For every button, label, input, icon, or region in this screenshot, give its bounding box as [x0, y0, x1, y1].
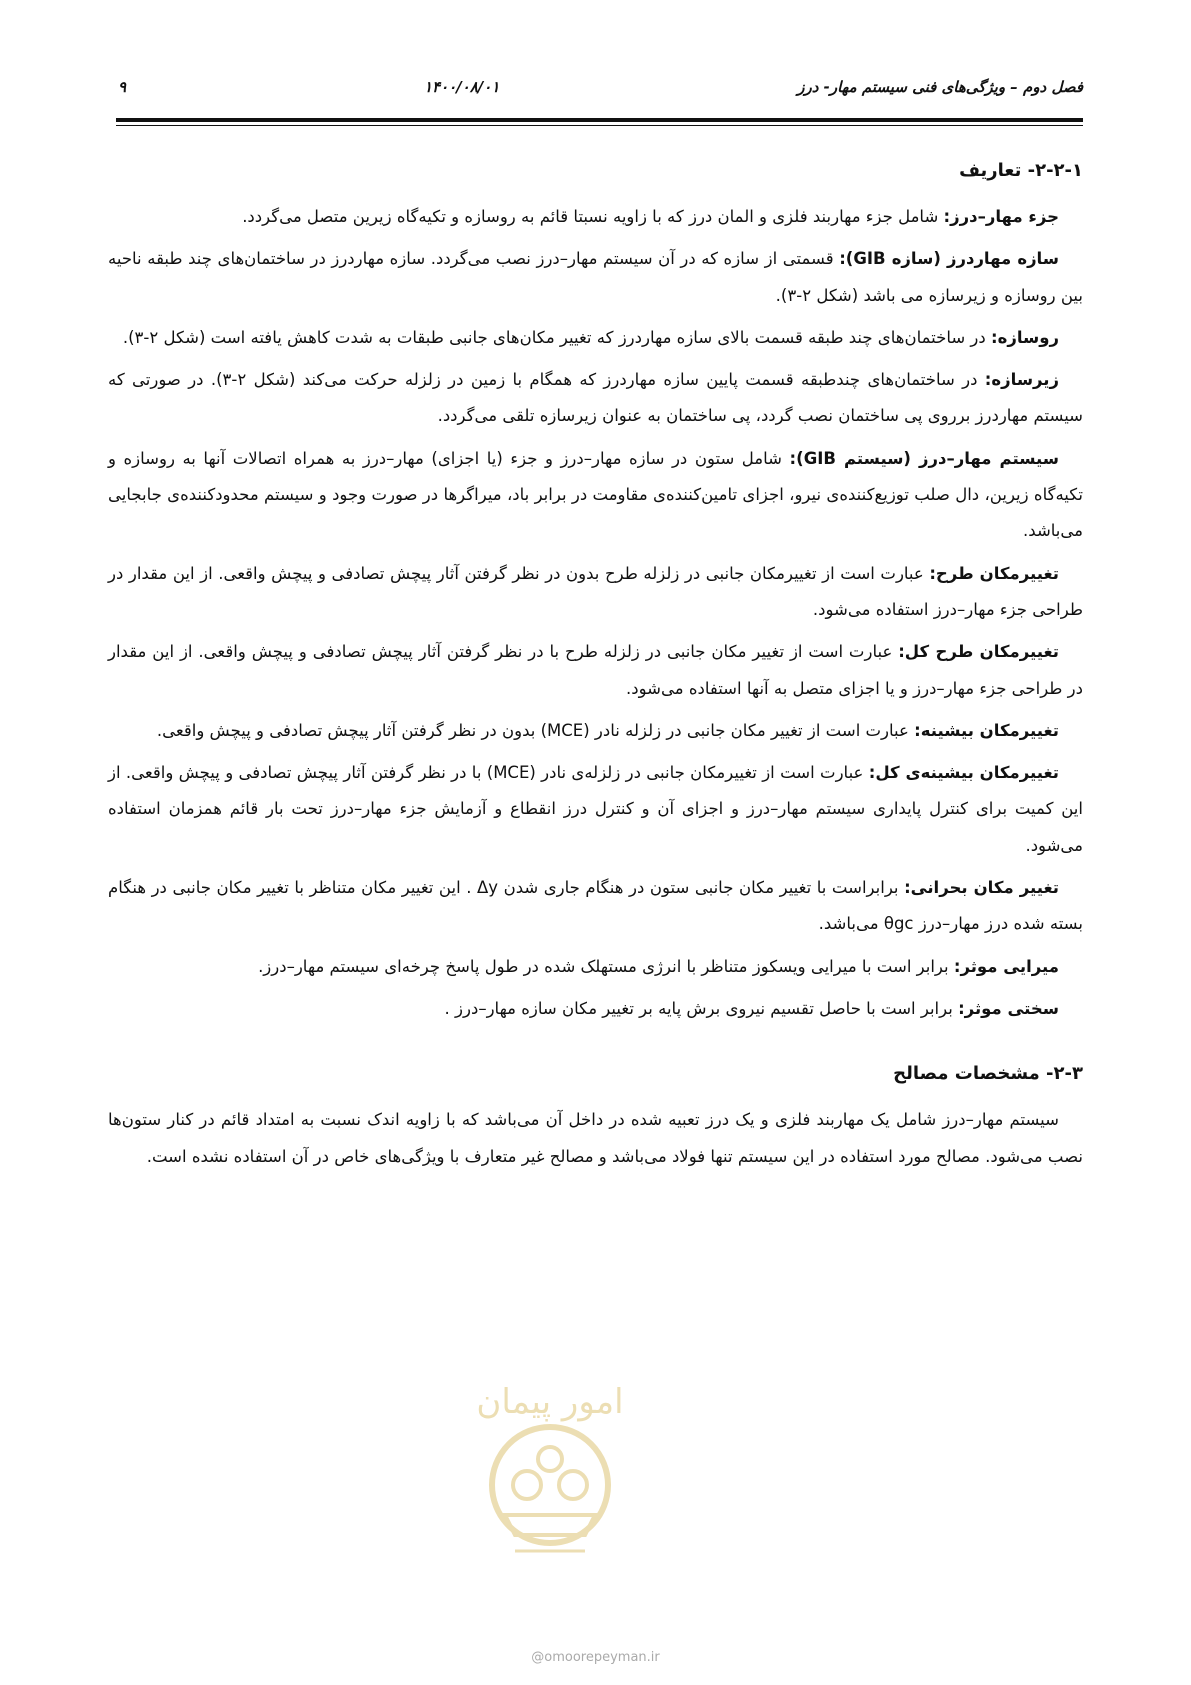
definition-term: روسازه:	[990, 327, 1059, 347]
definition-item	[108, 991, 1083, 1027]
definition-text: در ساختمان‌های چندطبقه قسمت پایین سازه مهاردرز که همگام با زمین در زلزله حرکت می‌کند (شکل ۲-۳). در صورتی که سیستم مهاردرز برروی پی ساختمان نصب گردد، پی ساختمان به عنوان زیرسازه تلقی می‌گردد.	[108, 370, 1083, 426]
definition-text: قسمتی از سازه که در آن سیستم مهار–درز نصب می‌گردد. سازه مهاردرز در ساختمان‌های چند طبقه ناحیه بین روسازه و زیرسازه می باشد (شکل ۲-۳).	[108, 249, 1083, 305]
definition-text: عبارت است از تغییر مکان جانبی در زلزله طرح با در نظر گرفتن آثار پیچش تصادفی و پیچش واقعی. از این مقدار در طراحی جزء مهار–درز و یا اجزای متصل به آنها استفاده می‌شود.	[108, 642, 1083, 698]
definition-item	[108, 320, 1083, 356]
definition-term: جزء مهار–درز:	[943, 207, 1059, 226]
definition-item	[108, 870, 1083, 943]
definition-item	[108, 362, 1083, 435]
watermark-site: @omoorepeyman.ir	[531, 1650, 660, 1665]
definition-term: تغییرمکان طرح کل:	[898, 642, 1059, 662]
definition-text: برابر است با میرایی ویسکوز متناظر با انرژی مستهلک شده در طول پاسخ چرخه‌ای سیستم مهار–درز.	[258, 956, 954, 976]
definition-term: تغییرمکان طرح:	[929, 563, 1059, 583]
header-rule-thin	[116, 125, 1083, 126]
page-header	[118, 74, 1083, 100]
definition-term: سیستم مهار–درز (سیستم GIB):	[789, 448, 1059, 468]
definition-item	[108, 441, 1083, 550]
page-content	[108, 160, 1083, 1181]
definition-item	[108, 949, 1083, 985]
definition-text: شامل جزء مهاربند فلزی و المان درز که با زاویه نسبتا قائم به روسازه و تکیه‌گاه زیرین متصل می‌گردد.	[242, 207, 944, 226]
definition-term: تغییرمکان بیشینه:	[914, 720, 1059, 740]
definition-text: برابراست با تغییر مکان جانبی ستون در هنگام جاری شدن Δy . این تغییر مکان متناظر با تغییر مکان جانبی در هنگام بسته شده درز مهار–درز θgc می‌باشد.	[108, 878, 1083, 934]
definition-item	[108, 713, 1083, 749]
definition-item	[108, 634, 1083, 707]
materials-paragraph: سیستم مهار–درز شامل یک مهاربند فلزی و یک درز تعبیه شده در داخل آن می‌باشد که با زاویه اندک نسبت به امتداد قائم در کنار ستون‌ها نصب می‌شود. مصالح مورد استفاده در این سیستم تنها فولاد می‌باشد و مصالح غیر متعارف با ویژگی‌های خاص در آن استفاده نشده است.	[108, 1110, 1083, 1166]
definition-term: زیرسازه:	[984, 370, 1059, 390]
definition-term: سازه مهاردرز (سازه GIB):	[839, 249, 1059, 269]
header-rule-thick	[116, 118, 1083, 122]
page-number: ۹	[118, 78, 127, 96]
definition-term: میرایی موثر:	[953, 956, 1059, 976]
definition-term: تغییر مکان بحرانی:	[904, 878, 1059, 898]
section-heading-materials: ۲-۳- مشخصات مصالح	[893, 1063, 1083, 1085]
definitions-list	[108, 199, 1083, 1027]
watermark-logo-text: امور پیمان	[476, 1382, 624, 1422]
definition-term: تغییرمکان بیشینه‌ی کل:	[868, 763, 1059, 783]
chapter-title: فصل دوم – ویژگی‌های فنی سیستم مهار- درز	[797, 78, 1083, 96]
definition-item	[108, 199, 1083, 235]
section-heading-definitions: ۲-۲-۱- تعاریف	[959, 160, 1083, 181]
definition-item	[108, 755, 1083, 864]
definition-text: در ساختمان‌های چند طبقه قسمت بالای سازه مهاردرز که تغییر مکان‌های جانبی طبقات به شدت کاهش یافته است (شکل ۲-۳).	[122, 327, 991, 347]
definition-text: عبارت است از تغییر مکان جانبی در زلزله نادر (MCE) بدون در نظر گرفتن آثار پیچش تصادفی و پیچش واقعی.	[156, 720, 915, 740]
definition-item	[108, 241, 1083, 314]
definition-text: عبارت است از تغییرمکان جانبی در زلزله‌ی نادر (MCE) با در نظر گرفتن آثار پیچش تصادفی و پیچش واقعی. از این کمیت برای کنترل پایداری سیستم مهار–درز و اجزای آن و کنترل درز انقطاع و آزمایش جزء مهار–درز تحت بار قائم همزمان استفاده می‌شود.	[108, 763, 1083, 855]
definition-text: شامل ستون در سازه مهار–درز و جزء (یا اجزای) مهار–درز به همراه اتصالات آنها به روسازه و تکیه‌گاه زیرین، دال صلب توزیع‌کننده‌ی نیرو، اجزای تامین‌کننده‌ی مقاومت در برابر باد، میراگرها در صورت وجود و سیستم محدودکننده‌ی جابجایی می‌باشد.	[108, 448, 1083, 541]
watermark-logo	[465, 1355, 635, 1585]
definition-text: برابر است با حاصل تقسیم نیروی برش پایه بر تغییر مکان سازه مهار–درز .	[444, 998, 959, 1018]
definition-item	[108, 556, 1083, 629]
definition-text: عبارت است از تغییرمکان جانبی در زلزله طرح بدون در نظر گرفتن آثار پیچش تصادفی و پیچش واقعی. از این مقدار در طراحی جزء مهار–درز استفاده می‌شود.	[108, 563, 1083, 619]
header-date: ۱۴۰۰/۰۸/۰۱	[423, 78, 500, 96]
definition-term: سختی موثر:	[958, 998, 1059, 1018]
